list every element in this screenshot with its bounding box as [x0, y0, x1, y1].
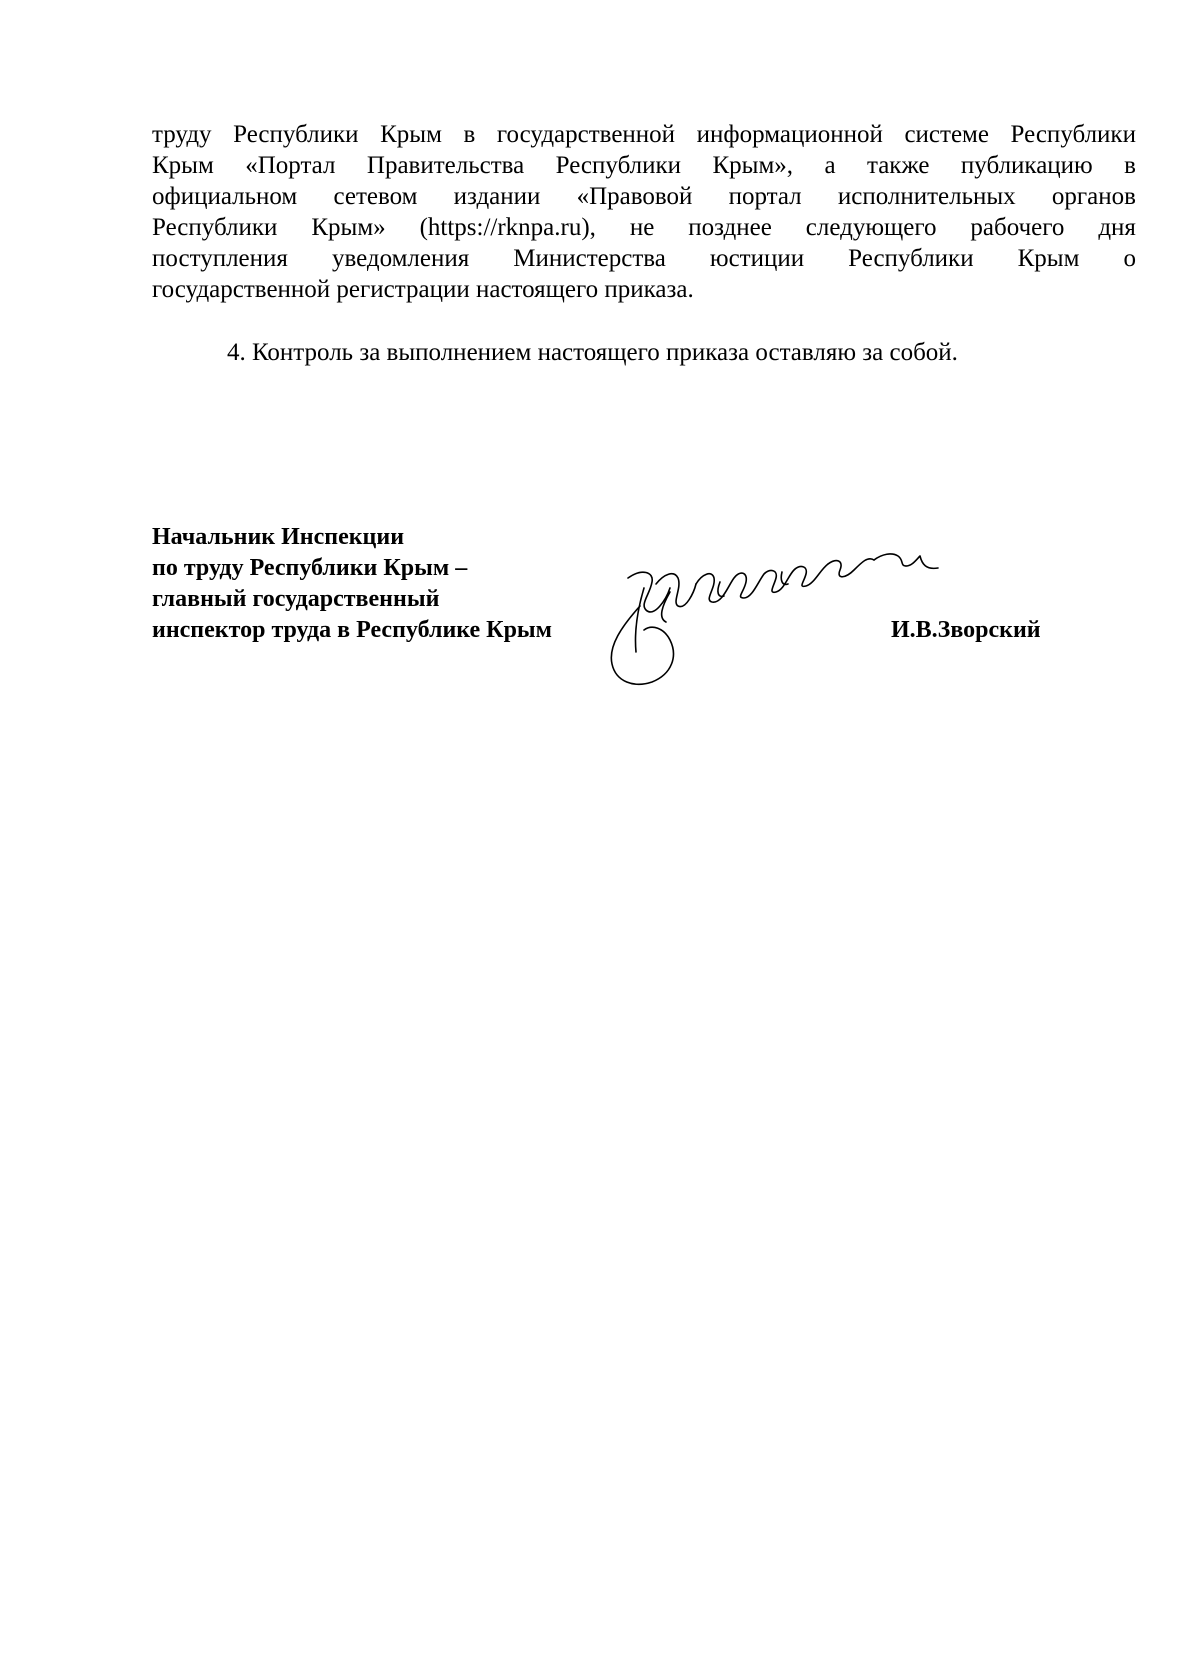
- signatory-title-line: Начальник Инспекции: [152, 524, 405, 550]
- word: Крым»: [311, 214, 386, 241]
- paragraph-3-continuation: [152, 119, 1136, 305]
- word: публикацию: [960, 152, 1093, 179]
- word: исполнительных: [837, 183, 1016, 210]
- word: Республики: [555, 152, 682, 179]
- word: информационной: [696, 121, 883, 148]
- word: государственной регистрации настоящего приказа.: [152, 276, 694, 303]
- paragraph-line: [152, 119, 1136, 150]
- word: сетевом: [333, 183, 418, 210]
- word: Республики: [152, 214, 278, 241]
- word: Крым: [1017, 245, 1080, 272]
- word: о: [1123, 245, 1136, 272]
- word: а: [824, 152, 836, 179]
- word: Крым»,: [712, 152, 794, 179]
- word: официальном: [152, 183, 298, 210]
- paragraph-item-4: 4. Контроль за выполнением настоящего приказа оставляю за собой.: [227, 339, 958, 366]
- word: государственной: [496, 121, 676, 148]
- word: (https://rknpa.ru),: [419, 214, 596, 241]
- word: «Портал: [245, 152, 336, 179]
- signatory-title-line: главный государственный: [152, 586, 440, 612]
- paragraph-line: [152, 212, 1136, 243]
- word: уведомления: [331, 245, 470, 272]
- word: труду: [152, 121, 212, 148]
- word: издании: [453, 183, 541, 210]
- word: Правительства: [366, 152, 525, 179]
- word: Республики: [848, 245, 974, 272]
- word: Республики: [1010, 121, 1136, 148]
- word: органов: [1051, 183, 1136, 210]
- word: системе: [904, 121, 989, 148]
- word: поступления: [152, 245, 288, 272]
- word: рабочего: [970, 214, 1065, 241]
- word: следующего: [805, 214, 937, 241]
- paragraph-line: [152, 150, 1136, 181]
- paragraph-line: [152, 274, 1136, 305]
- word: Республики: [233, 121, 359, 148]
- word: юстиции: [709, 245, 805, 272]
- word: также: [866, 152, 930, 179]
- word: «Правовой: [576, 183, 693, 210]
- word: в: [1124, 152, 1136, 179]
- word: Министерства: [513, 245, 666, 272]
- word: в: [463, 121, 476, 148]
- word: дня: [1098, 214, 1136, 241]
- word: Крым: [380, 121, 442, 148]
- signatory-name: И.В.Зворский: [891, 617, 1041, 643]
- signatory-title: [152, 522, 552, 646]
- word: не: [629, 214, 655, 241]
- word: портал: [728, 183, 802, 210]
- paragraph-line: [152, 181, 1136, 212]
- word: позднее: [688, 214, 772, 241]
- signatory-title-line: по труду Республики Крым –: [152, 555, 468, 581]
- word: Крым: [152, 152, 214, 179]
- signatory-title-line: инспектор труда в Республике Крым: [152, 617, 553, 643]
- paragraph-line: [152, 243, 1136, 274]
